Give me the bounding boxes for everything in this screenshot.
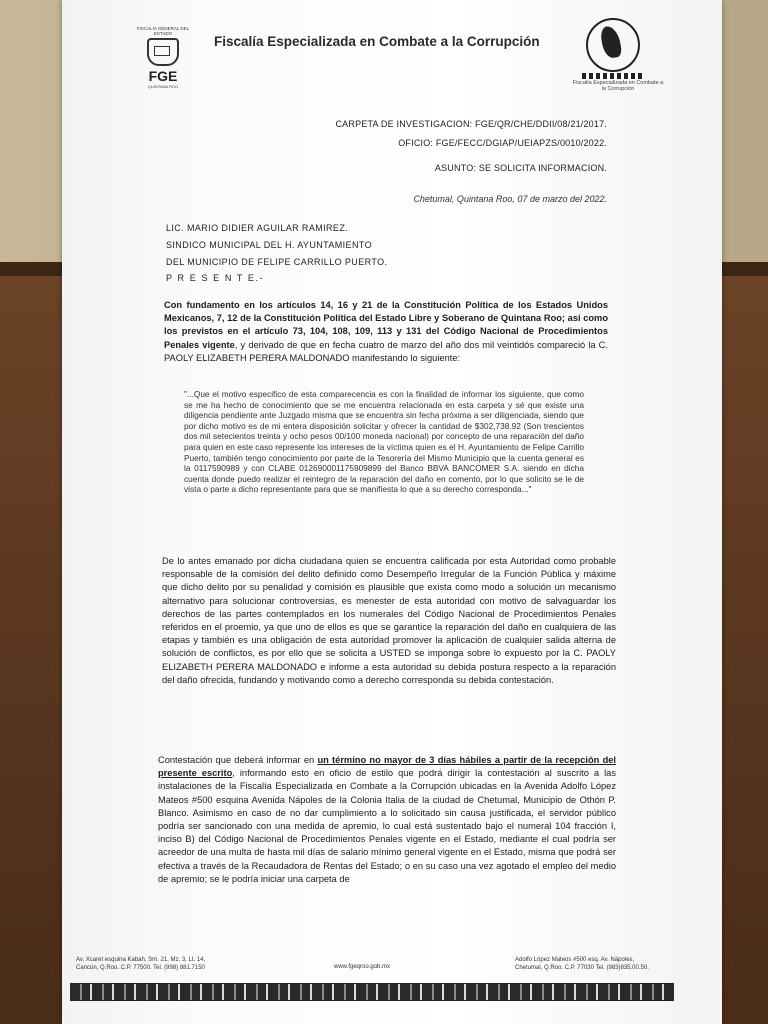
paragraph-contestacion <box>158 754 616 886</box>
carpeta-reference: CARPETA DE INVESTIGACION: FGE/QR/CHE/DDII/08/21/2017. <box>335 119 607 129</box>
header-title: Fiscalía Especializada en Combate a la Corrupción <box>214 34 540 49</box>
addressee-municipality: DEL MUNICIPIO DE FELIPE CARRILLO PUERTO. <box>166 257 388 267</box>
fge-logo <box>134 26 192 96</box>
paragraph-fundamento-rest: , y derivado de que en fecha cuatro de marzo del año dos mil veintidós compareció la C. PAOLY ELIZABETH PERERA MALDONADO manifestando lo siguiente: <box>164 339 608 363</box>
document-page <box>62 0 722 1024</box>
fge-logo-mark: FGE <box>148 68 178 84</box>
oficio-reference: OFICIO: FGE/FECC/DGIAP/UEIAPZS/0010/2022. <box>398 138 607 148</box>
addressee-title: SINDICO MUNICIPAL DEL H. AYUNTAMIENTO <box>166 240 372 250</box>
paragraph-fundamento <box>164 299 608 365</box>
footer-left-line1: Av. Xcaret esquina Kabah, Sm. 21, Mz. 3, Lt. 14, <box>76 957 206 963</box>
quoted-testimony: "...Que el motivo especifico de esta comparecencia es con la finalidad de informar los siguiente, que como se me ha hecho de conocimiento que se me encuentra relacionada en esta carpeta y sé que existe una diligencia pendiente ante Juzgado misma que se encuentra sin fecha próxima a ser diligenciada, siendo que por dicho motivo es de mi entera disposición solicitar y ofrecer la cantidad de $302,738.92 (Son trescientos dos mil setecientos treinta y ocho pesos 00/100 moneda nacional) por concepto de una reparación del daño para quien en este caso represente los intereses de la víctima quien es el H. Ayuntamiento de Felipe Carrillo Puerto, también tengo conocimiento por parte de la Tesorería del Mismo Municipio que la cuenta general es la 0117590989 y con CLABE 012690001175909899 del Banco BBVA BANCOMER S.A. siendo en dicha cuenta donde puedo realizar el reintegro de la reparación del daño en comento, por lo que solicito se le de vista o parte a dicho representante para que se manifiesta lo que a su derecho corresponda..." <box>184 389 584 495</box>
footer-address-right <box>515 956 649 972</box>
footer-right-line2: Chetumal, Q.Roo. C.P. 77030 Tel. (983)835.00.50. <box>515 965 649 971</box>
paragraph-fundamento-bold: Con fundamento en los artículos 14, 16 y 21 de la Constitución Política de los Estados Unidos Mexicanos, 7, 12 de la Constitución Política del Estado Libre y Soberano de Quintana Roo; así como los previstos en el artículo 73, 104, 108, 109, 113 y 131 del Código Nacional de Procedimientos Penales vigente <box>164 300 608 350</box>
addressee-name: LIC. MARIO DIDIER AGUILAR RAMIREZ. <box>166 223 349 233</box>
addressee-presente: P R E S E N T E.- <box>166 273 265 283</box>
paragraph-contestacion-start: Contestación que deberá informar en <box>158 755 318 765</box>
footer-right-line1: Adolfo López Mateos #500 esq. Av. Nápoles, <box>515 957 635 963</box>
footer-website: www.fgeqroo.gob.mx <box>334 964 391 970</box>
shield-icon <box>147 38 179 66</box>
fge-logo-top-text: FISCALÍA GENERAL DEL ESTADO <box>136 26 190 36</box>
date-line: Chetumal, Quintana Roo, 07 de marzo del 2022. <box>413 194 607 204</box>
fge-logo-bottom-text: QUINTANA ROO <box>147 84 179 89</box>
asunto-line: ASUNTO: SE SOLICITA INFORMACION. <box>434 163 607 173</box>
paragraph-contestacion-rest: , informando esto en oficio de estilo que podrá dirigir la contestación al suscrito a las instalaciones de la Fiscalía Especializada en Combate a la Corrupción ubicadas en la Avenida Adolfo López Mateos #500 esquina Avenida Nápoles de la Colonia Italia de la ciudad de Chetumal, Municipio de Othón P. Blanco. Asimismo en caso de no dar cumplimiento a lo solicitado sin causa justificada, el servidor público podría ser sancionado con una medida de apremio, lo cual está sustentado bajo el numeral 104 fracción I, inciso B) del Código Nacional de Procedimientos Penales vigente en el Estado, mediante el cual podría ser acreedor de una multa de hasta mil días de salario mínimo general vigente en el Estado, misma que podrá ser efectiva a través de la Recaudadora de Rentas del Estado; o en su caso una vez agotado el empleo del medio de apremio; se le podría iniciar una carpeta de <box>158 768 617 884</box>
footer-left-line2: Cancún, Q.Roo. C.P. 77500. Tel. (998) 881.7150 <box>76 965 205 971</box>
greca-ornament <box>582 73 642 79</box>
footer-address-left <box>76 956 205 972</box>
deadline-emphasis: un término no mayor de 3 días hábiles a partir de la recepción del presente escrito <box>158 755 616 779</box>
greca-footer-band <box>70 983 674 1001</box>
fecc-logo-caption: Fiscalía Especializada en Combate a la Corrupción <box>572 80 664 92</box>
fecc-logo <box>572 18 662 93</box>
paragraph-solicitud: De lo antes emanado por dicha ciudadana quien se encuentra calificada por esta Autoridad como probable responsable de la comisión del delito definido como Desempeño Irregular de la Función Pública y máxime que dicho delito por su penalidad y comisión es plausible que exista como modo a solución un mecanismo alternativo para solucionar controversias, es menester de esta autoridad con motivo de salvaguardar los derechos de las partes contemplados en los numerales del Código Nacional de Procedimientos Penales referidos en el proemio, ya que uno de ellos es que se garantice la reparación del daño en cualquiera de las etapas y también es una obligación de esta autoridad promover la aplicación de cualquier salida alterna de solución de conflictos, es por ello que se solicita a USTED se imponga sobre lo expuesto por la C. PAOLY ELIZABETH PERERA MALDONADO e informe a esta autoridad su debida postura respecto a la reparación del daño ofrecida, fundando y motivando como a derecho corresponda su debida contestación. <box>162 556 616 685</box>
